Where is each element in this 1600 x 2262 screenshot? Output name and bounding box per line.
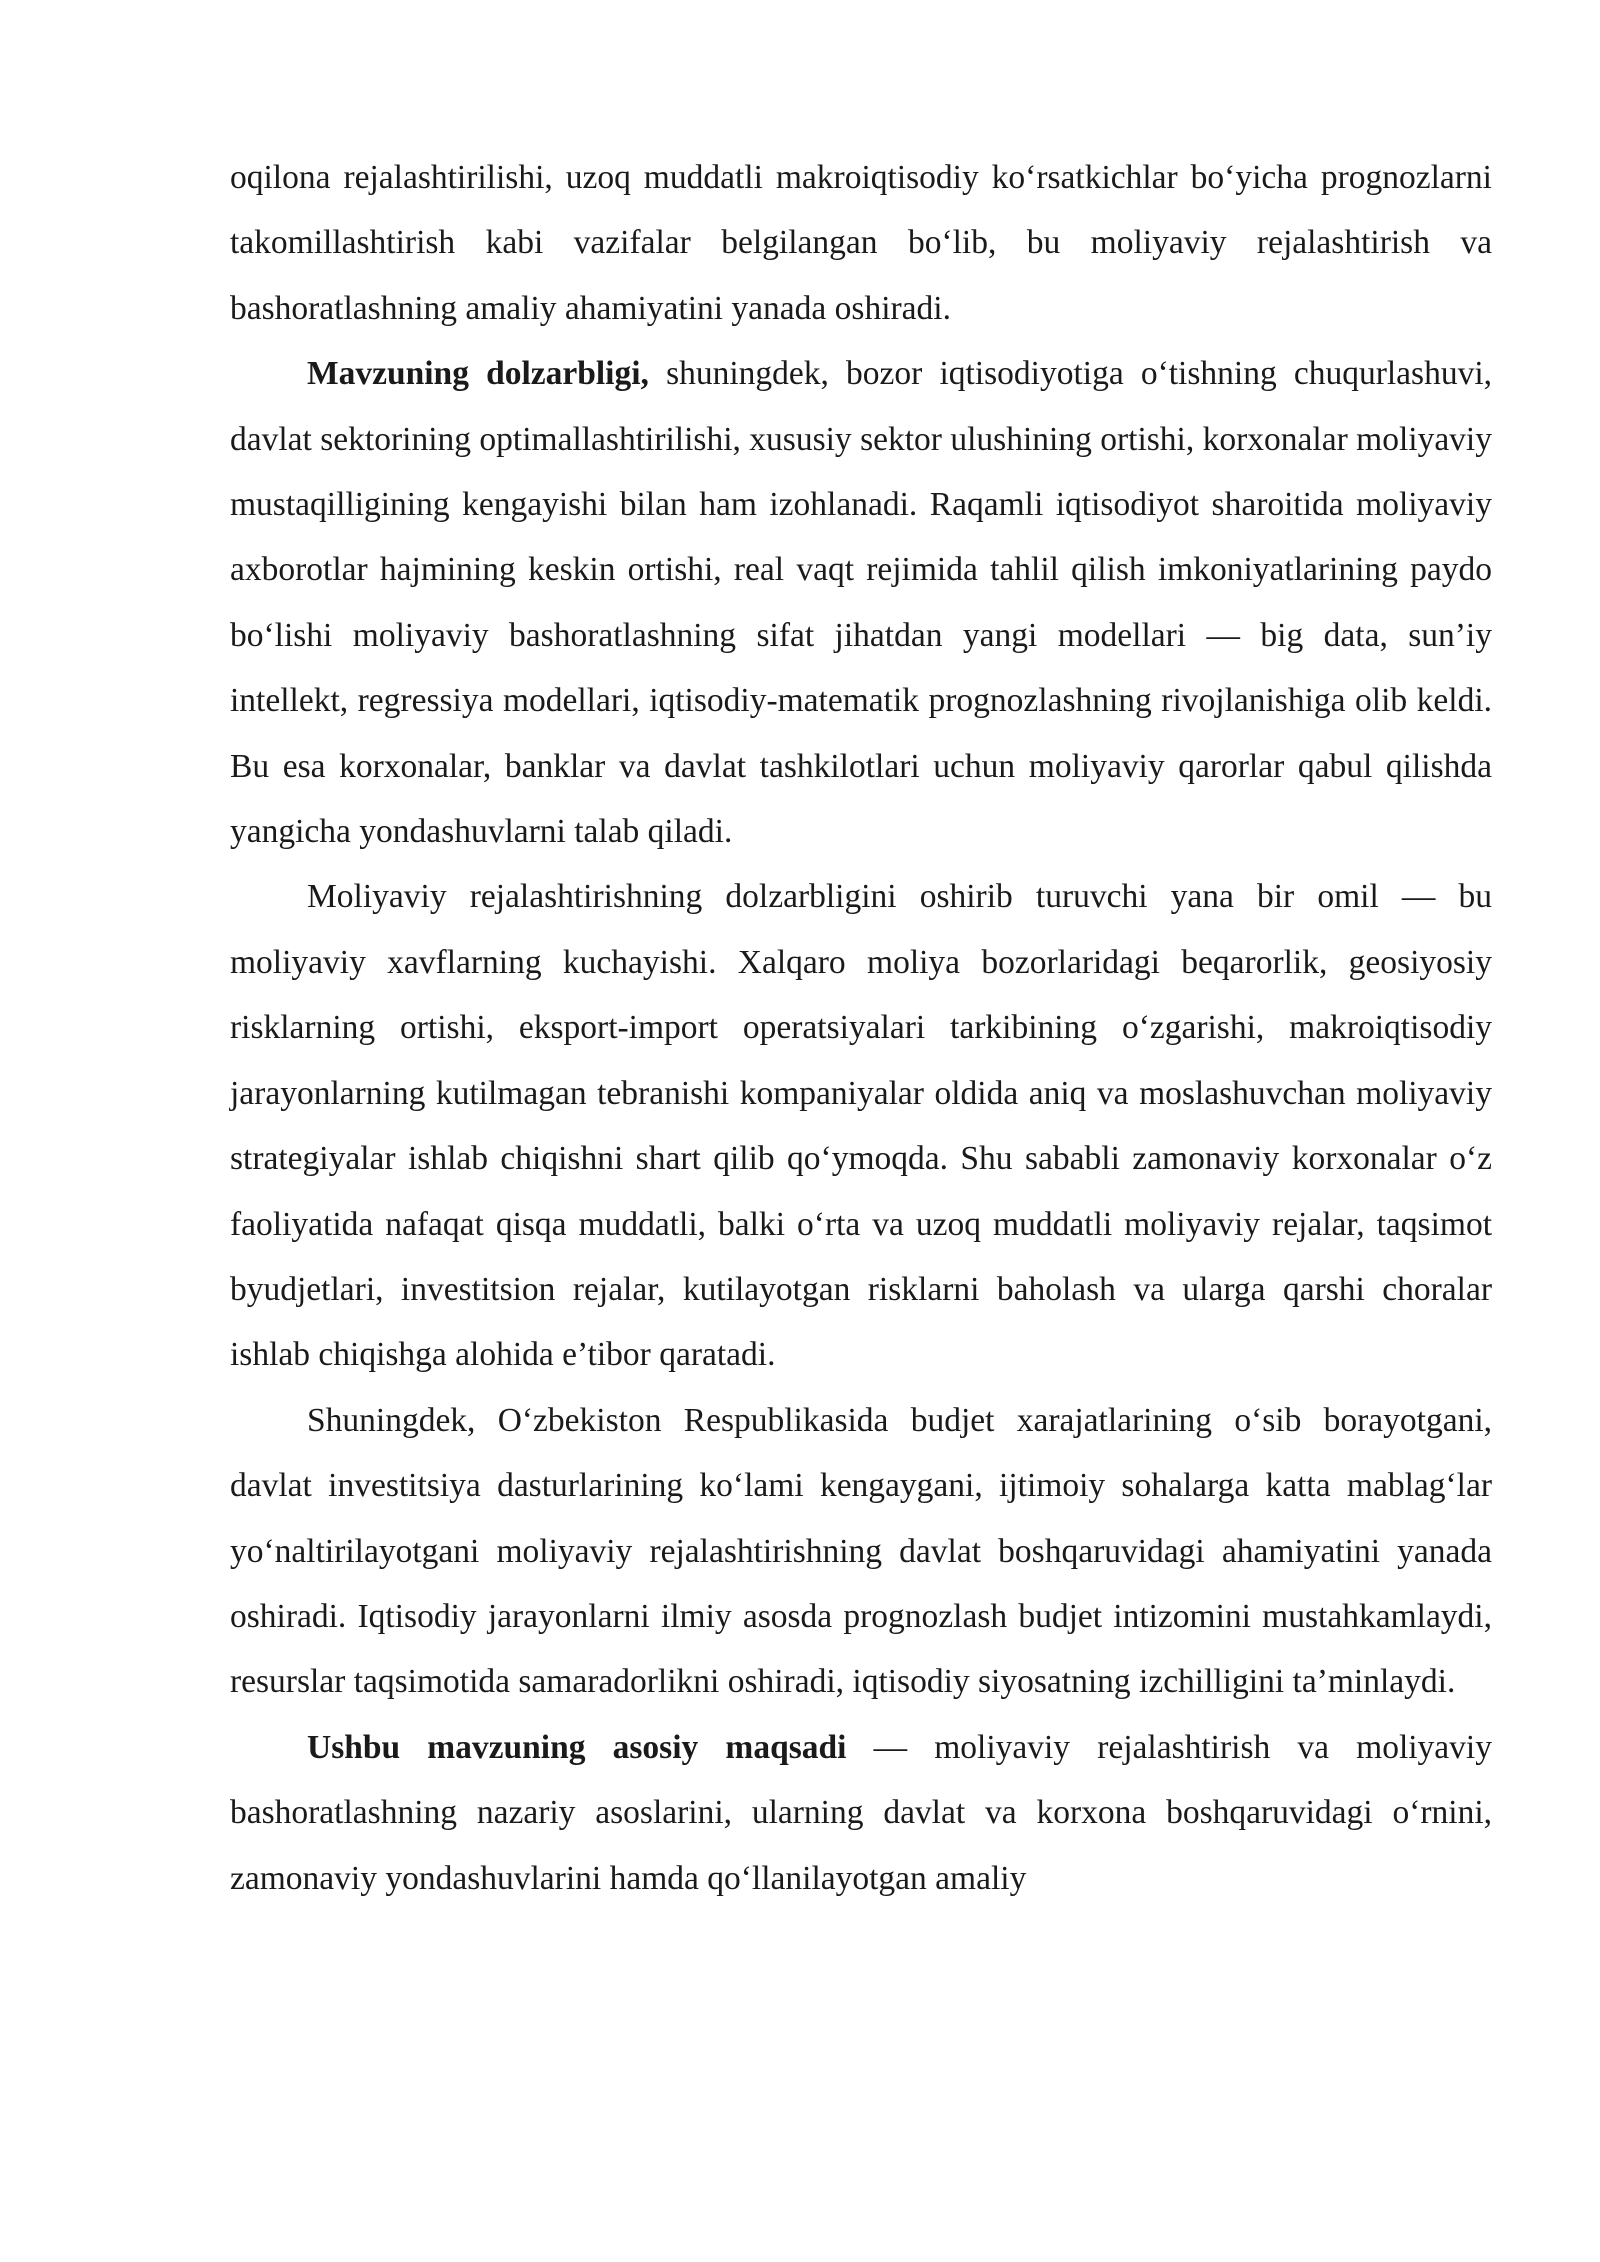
paragraph-continuation [230,145,1492,341]
paragraph-text: — moliyaviy rejalashtirish va moliyaviy bashoratlashning nazariy asoslarini, ularning davlat va korxona boshqaruvidagi oʻrnini, zamonaviy yondashuvlarini hamda qoʻllanilayotgan amaliy [230,1728,1492,1897]
paragraph-risks [230,864,1492,1387]
paragraph-aim [230,1715,1492,1911]
paragraph-text: shuningdek, bozor iqtisodiyotiga oʻtishning chuqurlashuvi, davlat sektorining optimallashtirilishi, xususiy sektor ulushining ortishi, korxonalar moliyaviy mustaqilligining kengayishi bilan ham izohlanadi. Raqamli iqtisodiyot sharoitida moliyaviy axborotlar hajmining keskin ortishi, real vaqt rejimida tahlil qilish imkoniyatlarining paydo boʻlishi moliyaviy bashoratlashning sifat jihatdan yangi modellari — big data, sun’iy intellekt, regressiya modellari, iqtisodiy-matematik prognozlashning rivojlanishiga olib keldi. Bu esa korxonalar, banklar va davlat tashkilotlari uchun moliyaviy qarorlar qabul qilishda yangicha yondashuvlarni talab qiladi. [230,355,1492,851]
paragraph-text: Moliyaviy rejalashtirishning dolzarbligini oshirib turuvchi yana bir omil — bu moliyaviy xavflarning kuchayishi. Xalqaro moliya bozorlaridagi beqarorlik, geosiyosiy risklarning ortishi, eksport-import operatsiyalari tarkibining oʻzgarishi, makroiqtisodiy jarayonlarning kutilmagan tebranishi kompaniyalar oldida aniq va moslashuvchan moliyaviy strategiyalar ishlab chiqishni shart qilib qoʻymoqda. Shu sababli zamonaviy korxonalar oʻz faoliyatida nafaqat qisqa muddatli, balki oʻrta va uzoq muddatli moliyaviy rejalar, taqsimot byudjetlari, investitsion rejalar, kutilayotgan risklarni baholash va ularga qarshi choralar ishlab chiqishga alohida e’tibor qaratadi. [230,878,1492,1374]
paragraph-lead-bold: Mavzuning dolzarbligi, [307,355,649,393]
document-body [230,145,1492,1911]
paragraph-text: oqilona rejalashtirilishi, uzoq muddatli makroiqtisodiy koʻrsatkichlar boʻyicha prognozlarni takomillashtirish kabi vazifalar belgilangan boʻlib, bu moliyaviy rejalashtirish va bashoratlashning amaliy ahamiyatini yanada oshiradi. [230,159,1492,327]
paragraph-budget [230,1388,1492,1715]
paragraph-text: Shuningdek, Oʻzbekiston Respublikasida budjet xarajatlarining oʻsib borayotgani, davlat investitsiya dasturlarining koʻlami kengaygani, ijtimoiy sohalarga katta mablagʻlar yoʻnaltirilayotgani moliyaviy rejalashtirishning davlat boshqaruvidagi ahamiyatini yanada oshiradi. Iqtisodiy jarayonlarni ilmiy asosda prognozlash budjet intizomini mustahkamlaydi, resurslar taqsimotida samaradorlikni oshiradi, iqtisodiy siyosatning izchilligini ta’minlaydi. [230,1401,1492,1701]
paragraph-lead-bold: Ushbu mavzuning asosiy maqsadi [307,1728,847,1766]
paragraph-relevance [230,341,1492,864]
